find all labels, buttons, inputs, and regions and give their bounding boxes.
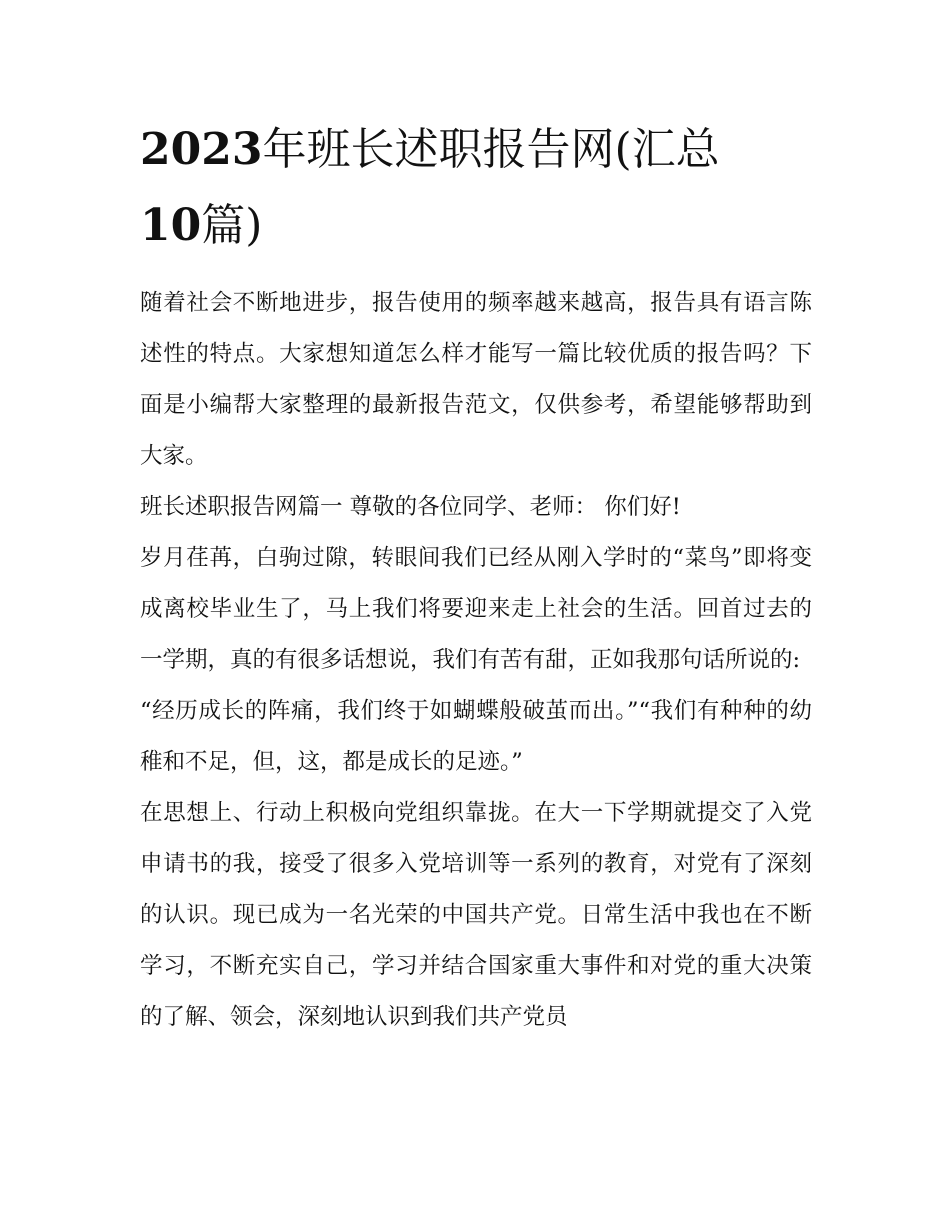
- body-paragraph-2: 在思想上、行动上积极向党组织靠拢。在大一下学期就提交了入党申请书的我，接受了很多入党培训等一系列的教育，对党有了深刻的认识。现已成为一名光荣的中国共产党。日常生活中我也在不断学习，不断充实自己，学习并结合国家重大事件和对党的重大决策的了解、领会，深刻地认识到我们共产党员: [140, 800, 812, 1030]
- title-main: 年班长述职报告网(汇总: [262, 124, 720, 175]
- quote-paragraph: “经历成长的阵痛，我们终于如蝴蝶般破茧而出。”“我们有种种的幼稚和不足，但，这，都是成长的足迹。”: [140, 698, 812, 775]
- body-paragraph-1: 岁月荏苒，白驹过隙，转眼间我们已经从刚入学时的“菜鸟”即将变成离校毕业生了，马上我们将要迎来走上社会的生活。回首过去的一学期，真的有很多话想说，我们有苦有甜，正如我那句话所说的:: [140, 545, 812, 673]
- document-body: [140, 112, 812, 1043]
- title-count: 10: [140, 200, 202, 251]
- title-year: 2023: [140, 124, 263, 175]
- document-title: [140, 112, 812, 264]
- title-end: 篇): [201, 200, 263, 251]
- intro-paragraph: 随着社会不断地进步，报告使用的频率越来越高，报告具有语言陈述性的特点。大家想知道怎么样才能写一篇比较优质的报告吗？下面是小编帮大家整理的最新报告范文，仅供参考，希望能够帮助到大家。: [140, 290, 812, 469]
- section-heading-paragraph: 班长述职报告网篇一 尊敬的各位同学、老师： 你们好!: [140, 494, 681, 520]
